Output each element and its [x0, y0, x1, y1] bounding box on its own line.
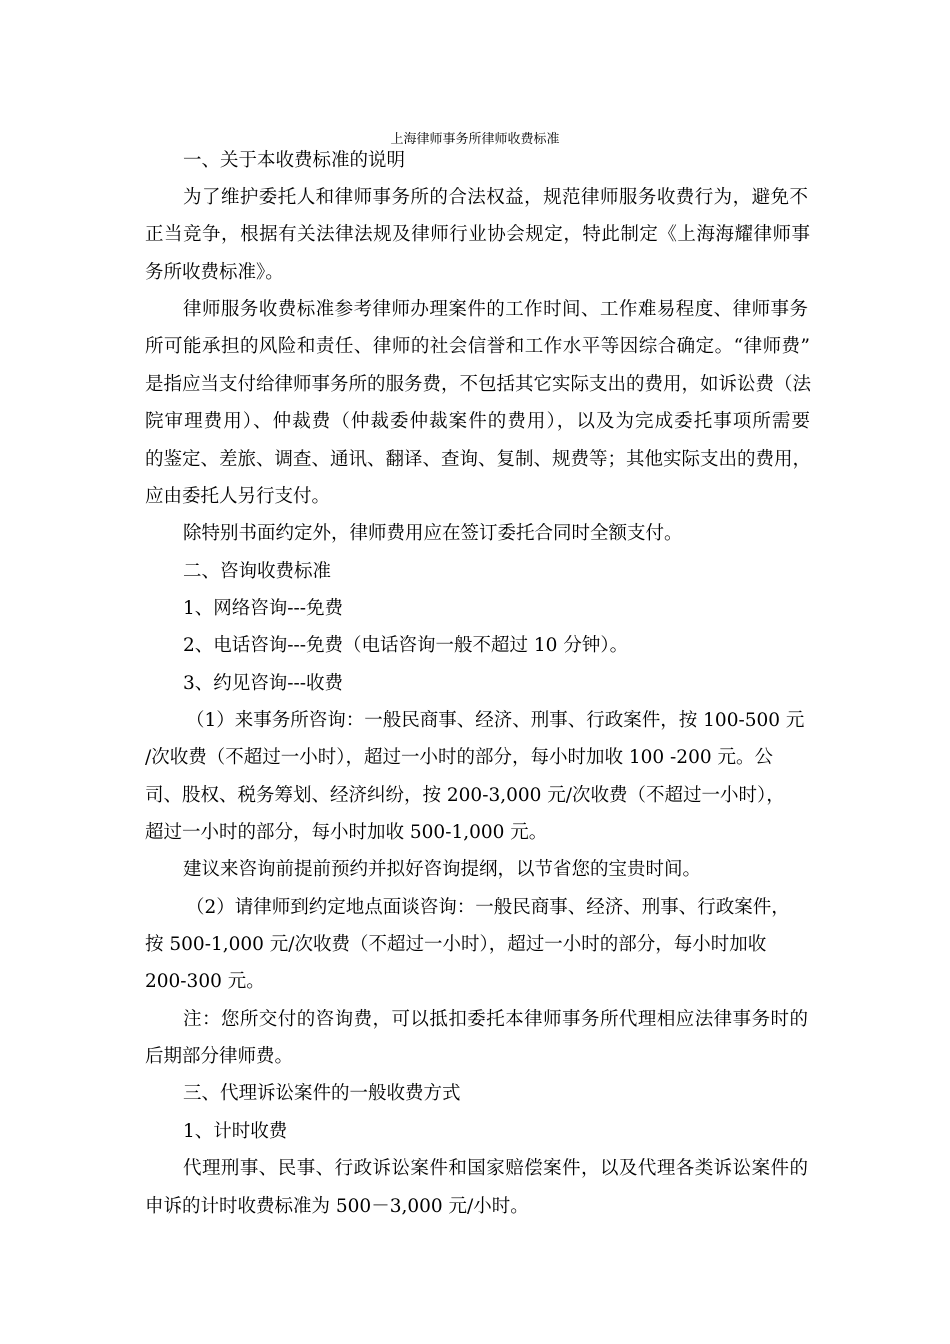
list-item: 3、约见咨询---收费 — [183, 673, 344, 694]
document-title: 上海律师事务所律师收费标准 — [390, 132, 560, 147]
paragraph-line: 申诉的计时收费标准为 500－3,000 元/小时。 — [145, 1196, 529, 1217]
paragraph-line: 所可能承担的风险和责任、律师的社会信誉和工作水平等因综合确定。“律师费” — [145, 336, 810, 357]
paragraph-line: 200-300 元。 — [145, 971, 265, 992]
paragraph-line: 建议来咨询前提前预约并拟好咨询提纲，以节省您的宝贵时间。 — [183, 859, 702, 880]
paragraph-line: 院审理费用）、仲裁费（仲裁委仲裁案件的费用），以及为完成委托事项所需要 — [145, 411, 810, 432]
paragraph-line: 的鉴定、差旅、调查、通讯、翻译、查询、复制、规费等；其他实际支出的费用， — [145, 449, 812, 470]
paragraph-line: 正当竞争，根据有关法律法规及律师行业协会规定，特此制定《上海海耀律师事 — [145, 224, 810, 245]
paragraph-line: 司、股权、税务筹划、经济纠纷，按 200-3,000 元/次收费（不超过一小时）， — [145, 785, 785, 806]
paragraph-line: 代理刑事、民事、行政诉讼案件和国家赔偿案件，以及代理各类诉讼案件的 — [183, 1158, 808, 1179]
paragraph-line: 是指应当支付给律师事务所的服务费，不包括其它实际支出的费用，如诉讼费（法 — [145, 374, 812, 395]
paragraph-line: 超过一小时的部分，每小时加收 500-1,000 元。 — [145, 822, 548, 843]
paragraph-line: 务所收费标准》。 — [145, 262, 284, 283]
paragraph-line: （1）来事务所咨询：一般民商事、经济、刑事、行政案件，按 100-500 元 — [186, 710, 805, 731]
paragraph-line: 注：您所交付的咨询费，可以抵扣委托本律师事务所代理相应法律事务时的 — [183, 1009, 808, 1030]
section-heading-2: 二、咨询收费标准 — [183, 561, 332, 582]
paragraph-line: 按 500-1,000 元/次收费（不超过一小时），超过一小时的部分，每小时加收 — [145, 934, 767, 955]
paragraph-line: /次收费（不超过一小时），超过一小时的部分，每小时加收 100 -200 元。公 — [145, 747, 773, 768]
paragraph-line: 应由委托人另行支付。 — [145, 486, 331, 507]
paragraph-line: 除特别书面约定外，律师费用应在签订委托合同时全额支付。 — [183, 523, 683, 544]
section-heading-3: 三、代理诉讼案件的一般收费方式 — [183, 1083, 461, 1104]
list-item: 1、网络咨询---免费 — [183, 598, 344, 619]
list-item: 1、计时收费 — [183, 1121, 288, 1142]
section-heading-1: 一、关于本收费标准的说明 — [183, 150, 406, 171]
paragraph-line: 为了维护委托人和律师事务所的合法权益，规范律师服务收费行为，避免不 — [183, 187, 808, 208]
paragraph-line: 后期部分律师费。 — [145, 1046, 294, 1067]
paragraph-line: 律师服务收费标准参考律师办理案件的工作时间、工作难易程度、律师事务 — [183, 299, 808, 320]
list-item: 2、电话咨询---免费（电话咨询一般不超过 10 分钟）。 — [183, 635, 629, 656]
paragraph-line: （2）请律师到约定地点面谈咨询：一般民商事、经济、刑事、行政案件， — [186, 897, 790, 918]
